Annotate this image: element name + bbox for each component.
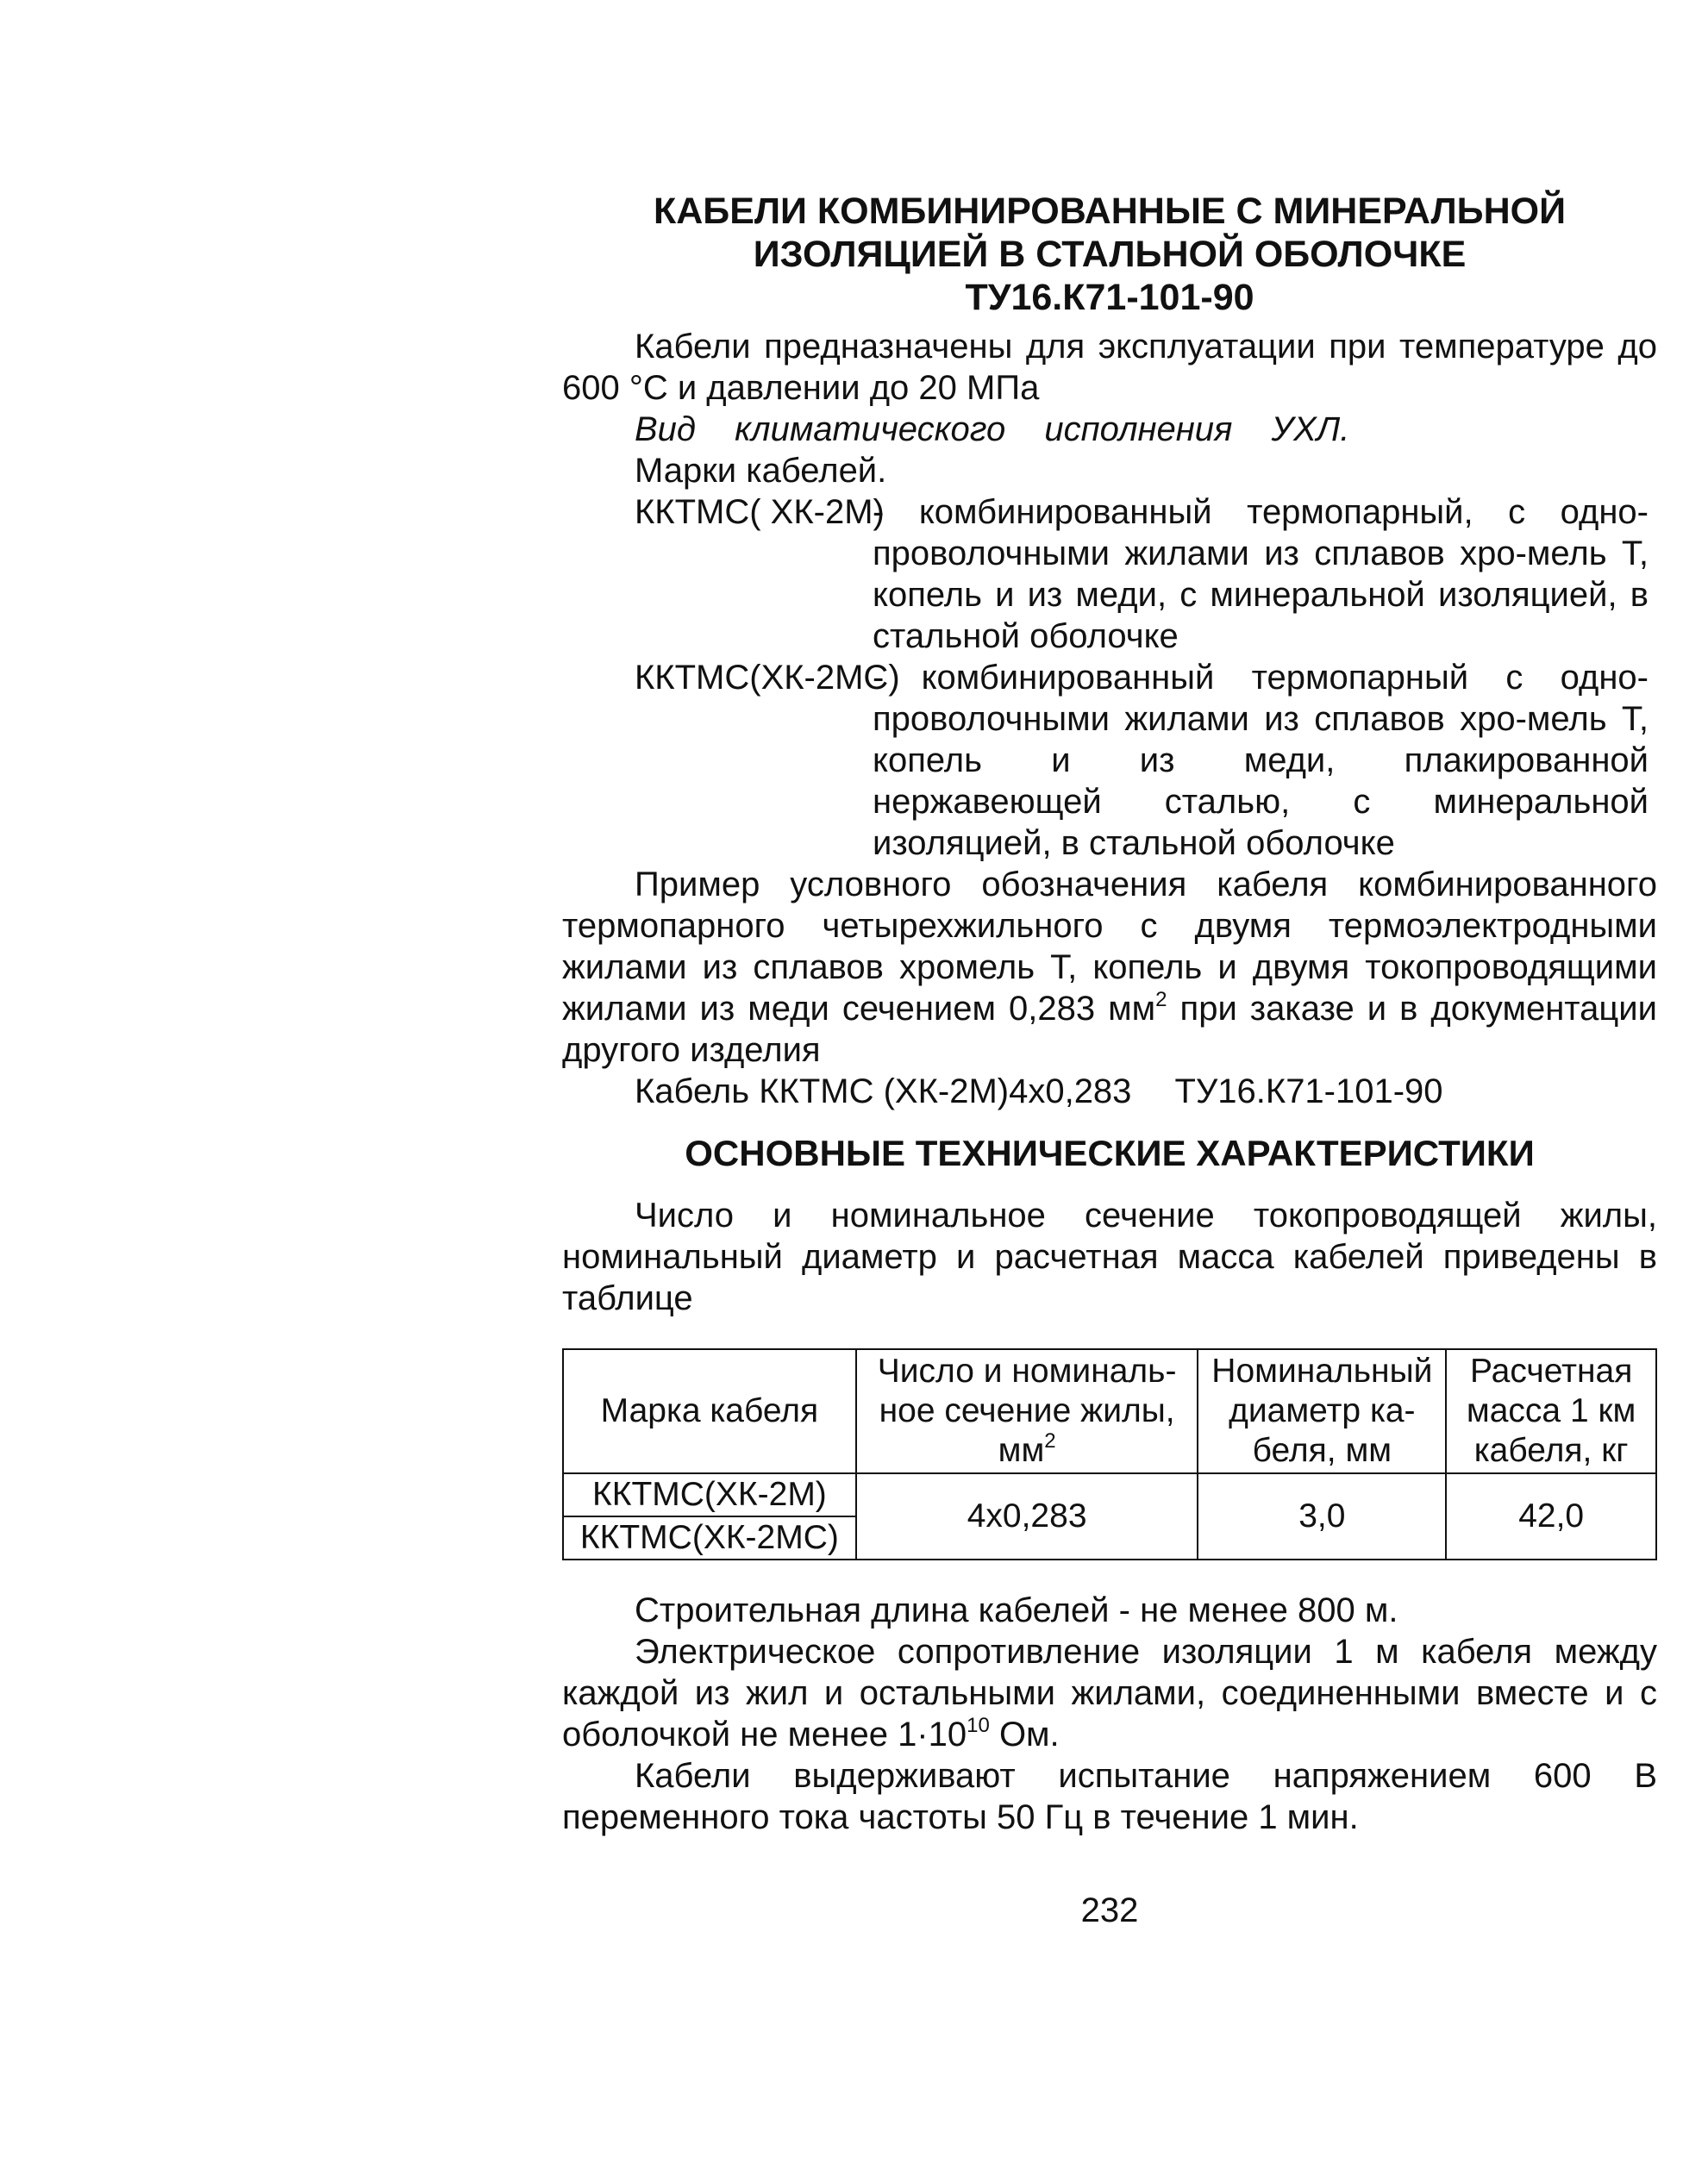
section-title: ОСНОВНЫЕ ТЕХНИЧЕСКИЕ ХАРАКТЕРИСТИКИ: [685, 1133, 1535, 1173]
title-line-1: КАБЕЛИ КОМБИНИРОВАННЫЕ С МИНЕРАЛЬНОЙ: [654, 191, 1566, 232]
table-cell-mark-1: ККТМС(ХК-2М): [563, 1473, 856, 1516]
length-paragraph: Строительная длина кабелей - не менее 800 м.: [635, 1591, 1398, 1629]
intro-paragraph: Кабели предназначены для эксплуатации при температуре до 600 °С и давлении до 20 МПа: [562, 328, 1657, 407]
example-text: Пример условного обозначения кабеля комбинированного термопарного четырехжильного с двумя термоэлектродными жилами из сплавов хромель Т, копель и двумя токопроводящими жилами из меди сечением 0,283 мм: [562, 866, 1657, 1028]
document-title: [562, 190, 1657, 319]
example-text-after: при заказе и в документации другого изделия: [562, 990, 1657, 1069]
climate-paragraph: Вид климатического исполнения УХЛ.: [635, 410, 1350, 448]
resistance-text-after: Ом.: [989, 1716, 1060, 1754]
example-superscript: 2: [1155, 988, 1167, 1011]
header-mass: Расчетная масса 1 км кабеля, кг: [1446, 1349, 1656, 1473]
table-cell-mass: 42,0: [1446, 1473, 1656, 1560]
title-line-2: ИЗОЛЯЦИЕЙ В СТАЛЬНОЙ ОБОЛОЧКЕ: [753, 234, 1467, 275]
table-header-row: [563, 1349, 1656, 1473]
example-designation: Кабель ККТМС (ХК-2М)4х0,283: [635, 1072, 1132, 1110]
marks-list: [562, 491, 1657, 864]
mark-desc-2: - комбинированный термопарный с одно-проволочными жилами из сплавов хро-мель Т, копель и из меди, плакированной нержавеющей сталью, с минеральной изоляцией, в стальной оболочке: [873, 659, 1649, 862]
header-mark: Марка кабеля: [563, 1349, 856, 1473]
header-diameter: Номинальный диаметр ка-беля, мм: [1198, 1349, 1446, 1473]
table-cell-mark-2: ККТМС(ХК-2МС): [563, 1516, 856, 1560]
mark-name-1: ККТМС( ХК-2М): [635, 493, 885, 531]
resistance-superscript: 10: [967, 1714, 990, 1737]
header-section: [856, 1349, 1198, 1473]
page-number: 232: [1080, 1891, 1139, 1929]
resistance-paragraph: [562, 1631, 1657, 1755]
table-intro-paragraph: Число и номинальное сечение токопроводящей жилы, номинальный диаметр и расчетная масса кабелей приведены в таблице: [562, 1197, 1657, 1317]
header-section-text: Число и номиналь-ное сечение жилы, мм: [877, 1353, 1177, 1469]
resistance-text: Электрическое сопротивление изоляции 1 м кабеля между каждой из жил и остальными жилами, соединенными вместе и с оболочкой не менее 1·10: [562, 1633, 1657, 1754]
header-section-superscript: 2: [1044, 1429, 1056, 1453]
mark-desc-1: - комбинированный термопарный, с одно-проволочными жилами из сплавов хро-мель Т, копель и из меди, с минеральной изоляцией, в стальной оболочке: [873, 493, 1649, 655]
table-cell-diameter: 3,0: [1198, 1473, 1446, 1560]
marks-heading: Марки кабелей.: [635, 452, 887, 490]
example-paragraph: [562, 864, 1657, 1071]
example-designation-line: [562, 1071, 1657, 1112]
table-cell-section: 4х0,283: [856, 1473, 1198, 1560]
example-tu: ТУ16.К71-101-90: [1174, 1072, 1443, 1110]
title-line-3: ТУ16.К71-101-90: [965, 277, 1254, 318]
table-row: [563, 1473, 1656, 1516]
spec-table: [562, 1348, 1657, 1560]
mark-name-2: ККТМС(ХК-2МС): [635, 659, 900, 697]
voltage-paragraph: Кабели выдерживают испытание напряжением 600 В переменного тока частоты 50 Гц в течение 1 мин.: [562, 1757, 1657, 1836]
document-page: [562, 190, 1657, 1929]
